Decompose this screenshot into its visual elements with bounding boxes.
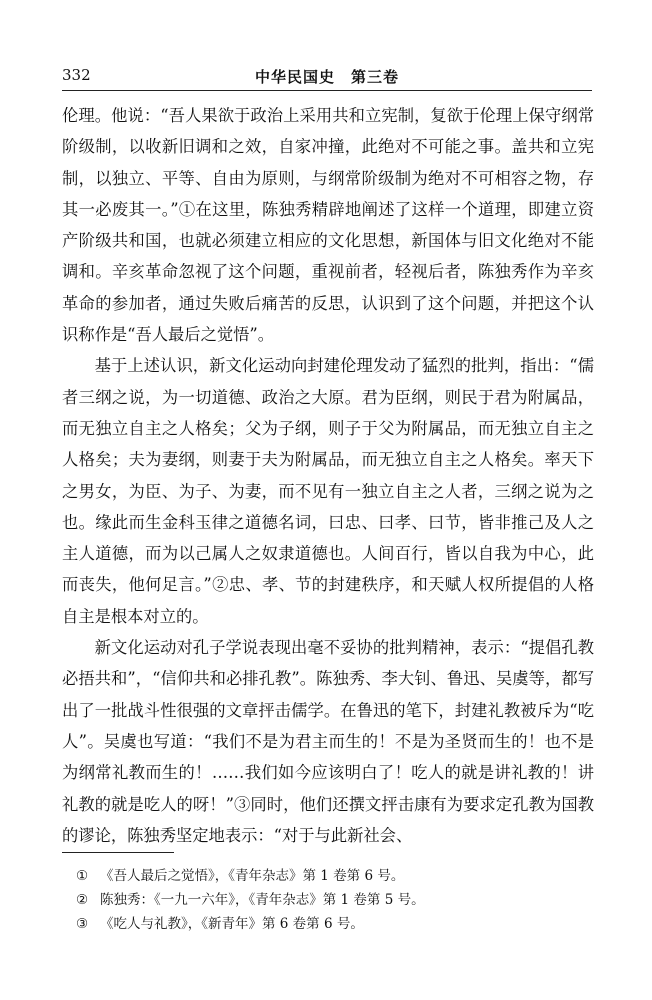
paragraph-1: 伦理。他说：“吾人果欲于政治上采用共和立宪制，复欲于伦理上保守纲常阶级制，以收新旧调和之效，自家冲撞，此绝对不可能之事。盖共和立宪制，以独立、平等、自由为原则，与纲常阶级制为绝对不可相容之物，存其一必废其一。”①在这里，陈独秀精辟地阐述了这样一个道理，即建立资产阶级共和国，也就必须建立相应的文化思想，新国体与旧文化绝对不能调和。辛亥革命忽视了这个问题，重视前者，轻视后者，陈独秀作为辛亥革命的参加者，通过失败后痛苦的反思，认识到了这个问题，并把这个认识称作是“吾人最后之觉悟”。 [62,106,594,345]
paragraph-2: 基于上述认识，新文化运动向封建伦理发动了猛烈的批判，指出：“儒者三纲之说，为一切道德、政治之大原。君为臣纲，则民于君为附属品，而无独立自主之人格矣；父为子纲，则子于父为附属品，而无独立自主之人格矣；夫为妻纲，则妻于夫为附属品，而无独立自主之人格矣。率天下之男女，为臣、为子、为妻，而不见有一独立自主之人者，三纲之说为之也。缘此而生金科玉律之道德名词，曰忠、曰孝、曰节，皆非推己及人之主人道德，而为以己属人之奴隶道德也。人间百行，皆以自我为中心，此而丧失，他何足言。”②忠、孝、节的封建秩序，和天赋人权所提倡的人格自主是根本对立的。 [62,356,594,626]
footnote-mark: ② [76,892,89,908]
footnote-mark: ① [76,868,89,884]
footnote-1 [62,864,592,888]
footnote-text: 陈独秀：《一九一六年》，《青年杂志》第 1 卷第 5 号。 [100,892,425,908]
footnote-text: 《吃人与礼教》，《新青年》第 6 卷第 6 号。 [100,916,364,932]
body-text [62,100,594,851]
footnotes [62,864,592,936]
footnote-2 [62,888,592,912]
footnote-text: 《吾人最后之觉悟》，《青年杂志》第 1 卷第 6 号。 [100,868,405,884]
page-header [62,66,592,88]
paragraph-3: 新文化运动对孔子学说表现出毫不妥协的批判精神，表示：“提倡孔教必捂共和”，“信仰共和必排孔教”。陈独秀、李大钊、鲁迅、吴虞等，都写出了一批战斗性很强的文章抨击儒学。在鲁迅的笔下，封建礼教被斥为“吃人”。吴虞也写道：“我们不是为君主而生的！不是为圣贤而生的！也不是为纲常礼教而生的！……我们如今应该明白了！吃人的就是讲礼教的！讲礼教的就是吃人的呀！”③同时，他们还撰文抨击康有为要求定孔教为国教的谬论，陈独秀坚定地表示：“对于与此新社会、 [62,638,594,845]
header-rule [62,90,592,91]
running-title: 中华民国史 第三卷 [254,68,399,86]
page-number: 332 [62,66,91,84]
footnote-3 [62,912,592,936]
footnote-rule [62,852,174,853]
footnote-mark: ③ [76,916,89,932]
